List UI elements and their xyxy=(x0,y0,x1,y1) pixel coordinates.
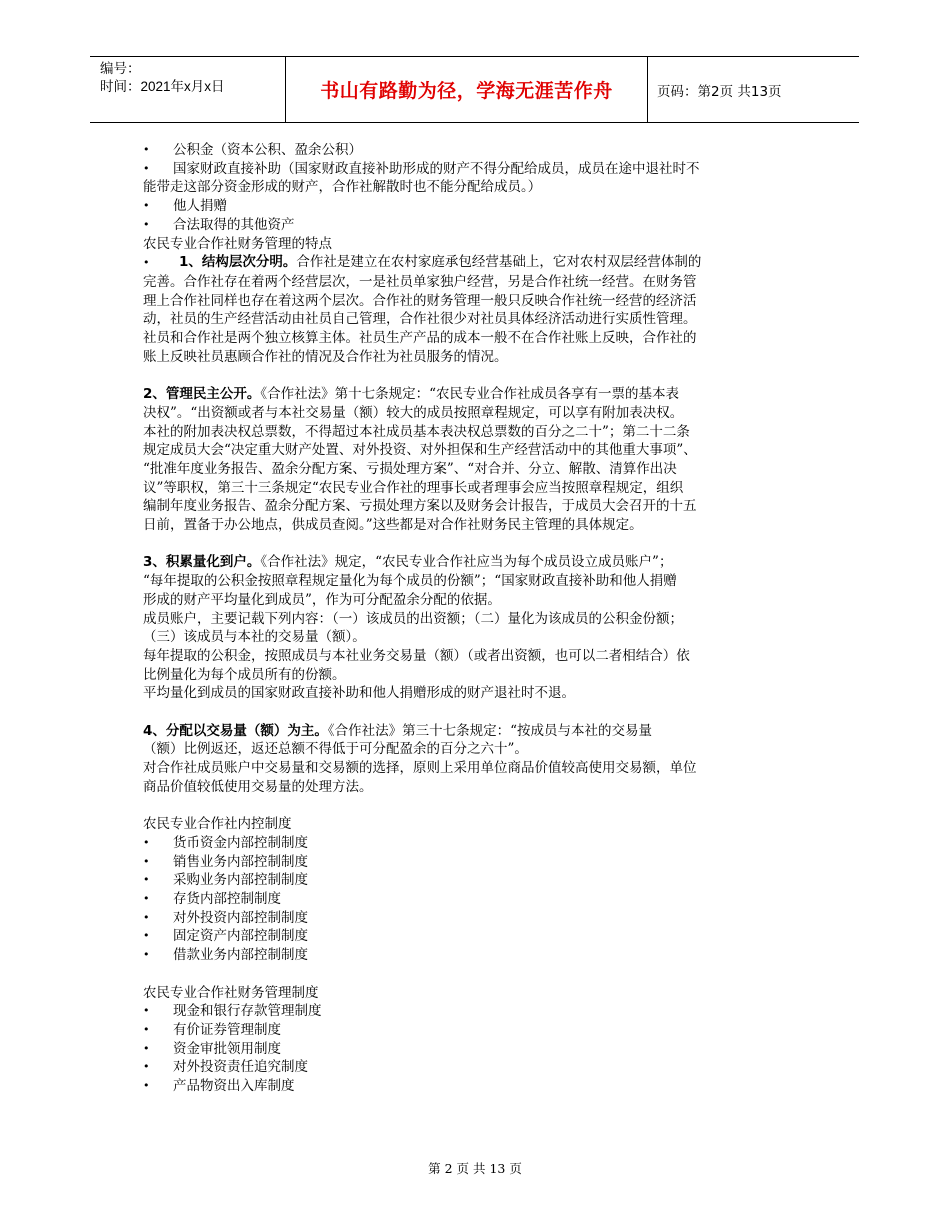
header-page-info: 页码：第2页 共13页 xyxy=(657,83,782,100)
list-item: • 有价证券管理制度 xyxy=(143,1021,281,1038)
page-footer: 第 2 页 共 13 页 xyxy=(428,1161,522,1176)
bullet-icon: • xyxy=(143,854,150,868)
bullet-icon: • xyxy=(143,948,150,962)
header-motto-cell xyxy=(286,57,648,122)
list-item: • 产品物资出入库制度 xyxy=(143,1078,295,1095)
section-title-features: 农民专业合作社财务管理的特点 xyxy=(143,235,332,252)
header-meta xyxy=(90,57,286,122)
paragraph-heading: 2、管理民主公开。 xyxy=(143,386,261,403)
paragraph-structure: • 1、结构层次分明。合作社是建立在农村家庭承包经营基础上，它对农村双层经营体制的 完善。合作社存在着两个经营层次，一是社员单家独户经营，另是合作社统一经营。在财务管 理上合作社同样也存在着这两个层次。合作社的财务管理一般只反映合作社统一经营的经济活 动，社员的生产经营活动由社员自己管理，合作社很少对社员具体经济活动进行实质性管理。 社员和合作社是两个独立核算主体。社员生产产品的成本一般不在合作社账上反映，合作社的 账上反映社员惠顾合作社的情况及合作社为社员服务的情况。 xyxy=(143,254,702,365)
bullet-icon: • xyxy=(143,1022,150,1036)
bullet-icon: • xyxy=(143,199,150,213)
list-item: • 存货内部控制制度 xyxy=(143,891,281,908)
paragraph-democracy: 2、管理民主公开。《合作社法》第十七条规定：“农民专业合作社成员各享有一票的基本表 决权”。“出资额或者与本社交易量（额）较大的成员按照章程规定，可以享有附加表决权。 本社的附加表决权总票数，不得超过本社成员基本表决权总票数的百分之二十”；第二十二条 规定成员大会“决定重大财产处置、对外投资、对外担保和生产经营活动中的其他重大事项”、 “批准年度业务报告、盈余分配方案、亏损处理方案”、“对合并、分立、解散、清算作出决 议”等职权，第三十三条规定“农民专业合作社的理事长或者理事会应当按照章程规定，组织 编制年度业务报告、盈余分配方案、亏损处理方案以及财务会计报告，于成员大会召开的十五 日前，置备于办公地点，供成员查阅。”这些都是对合作社财务民主管理的具体规定。 xyxy=(143,386,697,534)
bullet-icon: • xyxy=(143,910,150,924)
bullet-icon: • xyxy=(143,256,150,270)
list-item: • 资金审批领用制度 xyxy=(143,1040,281,1057)
paragraph-heading: 4、分配以交易量（额）为主。 xyxy=(143,722,328,739)
list-item: • 对外投资责任追究制度 xyxy=(143,1059,308,1076)
list-item-continuation: 能带走这部分资金形成的财产，合作社解散时也不能分配给成员。） xyxy=(143,179,542,196)
section-title-finance-rules: 农民专业合作社财务管理制度 xyxy=(143,984,319,1001)
bullet-icon: • xyxy=(143,873,150,887)
code-label: 编号： xyxy=(100,61,141,76)
list-item: • 销售业务内部控制制度 xyxy=(143,853,308,870)
paragraph-heading: 1、结构层次分明。 xyxy=(179,254,297,271)
document-body xyxy=(143,141,815,1096)
list-item: • 公积金（资本公积、盈余公积） xyxy=(143,142,362,158)
list-item: • 货币资金内部控制制度 xyxy=(143,834,308,851)
bullet-icon: • xyxy=(143,835,150,849)
bullet-icon: • xyxy=(143,1079,150,1093)
list-item: • 采购业务内部控制制度 xyxy=(143,872,308,889)
list-item: • 借款业务内部控制制度 xyxy=(143,947,308,964)
bullet-icon: • xyxy=(143,892,150,906)
list-item: • 对外投资内部控制制度 xyxy=(143,909,308,926)
paragraph-heading: 3、积累量化到户。 xyxy=(143,554,261,571)
bullet-icon: • xyxy=(143,217,150,231)
page-header xyxy=(90,56,859,123)
header-page-cell xyxy=(648,57,859,122)
list-item: • 现金和银行存款管理制度 xyxy=(143,1003,322,1020)
list-item: • 合法取得的其他资产 xyxy=(143,216,295,233)
list-item: • 他人捐赠 xyxy=(143,198,227,215)
bullet-icon: • xyxy=(143,1004,150,1018)
header-motto: 书山有路勤为径，学海无涯苦作舟 xyxy=(320,80,613,102)
paragraph-distribution: 4、分配以交易量（额）为主。《合作社法》第三十七条规定：“按成员与本社的交易量 （额）比例返还，返还总额不得低于可分配盈余的百分之六十”。 对合作社成员账户中交易量和交易额的选择，原则上采用单位商品价值较高使用交易额，单位 商品价值较低使用交易量的处理方法。 xyxy=(143,722,697,795)
paragraph-accumulation: 3、积累量化到户。《合作社法》规定，“农民专业合作社应当为每个成员设立成员账户”； “每年提取的公积金按照章程规定量化为每个成员的份额”；“国家财政直接补助和他人捐赠 形成的财产平均量化到成员”，作为可分配盈余分配的依据。 成员账户，主要记载下列内容：（一）该成员的出资额；（二）量化为该成员的公积金份额； （三）该成员与本社的交易量（额）。 每年提取的公积金，按照成员与本社业务交易量（额）（或者出资额，也可以二者相结合）依 比例量化为每个成员所有的份额。 平均量化到成员的国家财政直接补助和他人捐赠形成的财产退社时不退。 xyxy=(143,554,690,702)
bullet-icon: • xyxy=(143,929,150,943)
date-label: 时间：2021年x月x日 xyxy=(100,79,225,94)
section-title-internal-control: 农民专业合作社内控制度 xyxy=(143,816,292,833)
bullet-icon: • xyxy=(143,1041,150,1055)
list-item: • 固定资产内部控制制度 xyxy=(143,928,308,945)
bullet-icon: • xyxy=(143,161,150,175)
bullet-icon: • xyxy=(143,143,150,156)
list-item: • 国家财政直接补助（国家财政直接补助形成的财产不得分配给成员，成员在途中退社时不 xyxy=(143,160,700,177)
bullet-icon: • xyxy=(143,1060,150,1074)
